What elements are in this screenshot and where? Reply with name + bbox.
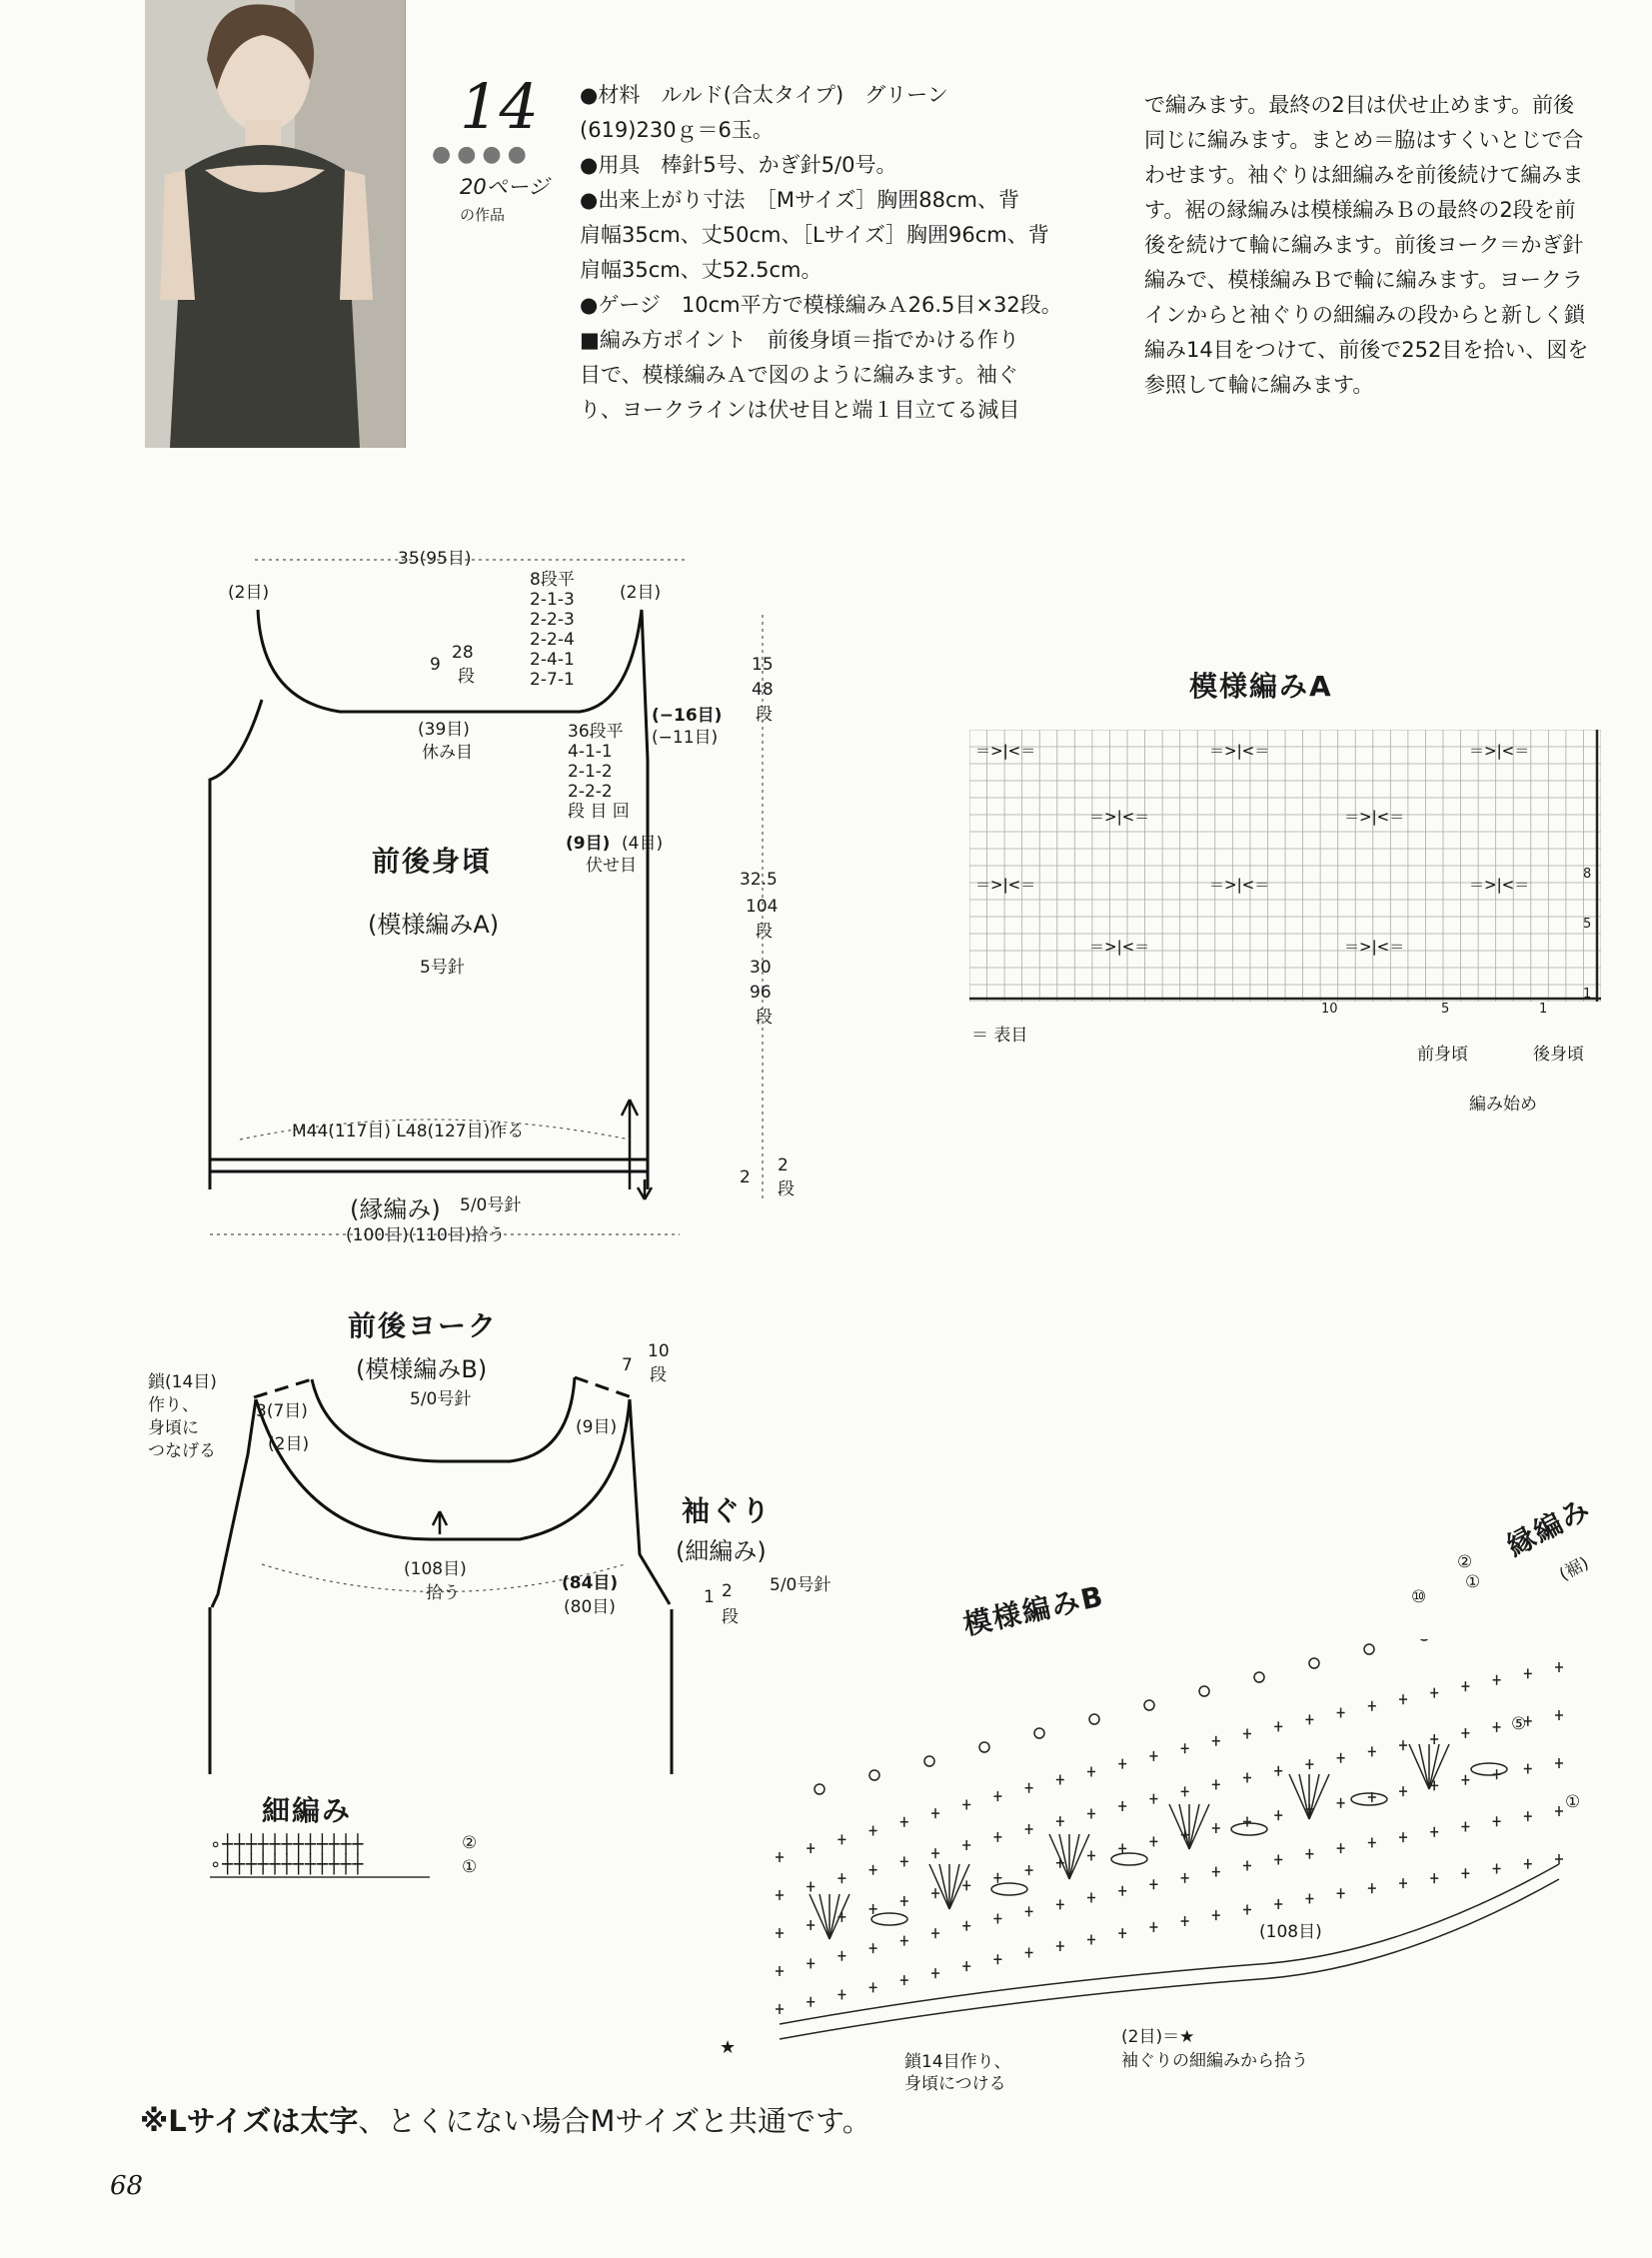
crochet-stitch bbox=[1430, 1688, 1438, 1698]
instruction-line: ●ゲージ 10cm平方で模様編みＡ26.5目×32段。 bbox=[580, 293, 1062, 317]
sc-stitches: ∘┼┼┼┼┼┼┼┼┼┼┼┼ ∘┼┼┼┼┼┼┼┼┼┼┼┼ bbox=[210, 1834, 365, 1875]
yoke-right-rows-b: 10 bbox=[648, 1341, 670, 1361]
page-reference: 20ページ の作品 bbox=[460, 175, 550, 224]
crochet-stitch bbox=[962, 1840, 970, 1850]
yoke-left-a: 3(7目) bbox=[256, 1401, 308, 1421]
neck-rows-a: 9 bbox=[430, 655, 441, 675]
crochet-stitch bbox=[1243, 1860, 1251, 1870]
crochet-stitch bbox=[869, 1770, 879, 1780]
crochet-stitch bbox=[1274, 1899, 1282, 1909]
yoke-pickup-label: 拾う bbox=[426, 1583, 460, 1603]
crochet-stitch bbox=[807, 1997, 815, 2007]
crochet-stitch bbox=[962, 1961, 970, 1971]
crochet-stitch bbox=[1399, 1878, 1407, 1888]
crochet-stitch bbox=[1337, 1798, 1345, 1808]
crochet-stitch bbox=[1555, 1758, 1563, 1768]
chart-b-title: 模様編みB bbox=[960, 1579, 1108, 1642]
chart-a-title: 模様編みA bbox=[1189, 670, 1333, 703]
edge-rows-b: 2 bbox=[778, 1155, 789, 1175]
bind-off-l: (9目) bbox=[566, 834, 611, 854]
crochet-stitch bbox=[1305, 1714, 1313, 1724]
crochet-stitch bbox=[1243, 1816, 1251, 1826]
crochet-stitch bbox=[1169, 1804, 1189, 1849]
right-top-a: 15 bbox=[752, 655, 774, 675]
instruction-line: り、ヨークラインは伏せ目と端１目立てる減目 bbox=[580, 398, 1020, 422]
bind-off-label: 伏せ目 bbox=[586, 856, 637, 876]
edge-needle: 5/0号針 bbox=[460, 1195, 522, 1215]
edge-rows-a: 2 bbox=[740, 1167, 751, 1187]
crochet-stitch bbox=[1429, 1744, 1449, 1789]
crochet-stitch bbox=[929, 1864, 949, 1909]
cable-symbol: ＝>|<＝ bbox=[1089, 938, 1150, 956]
right-mid-b: 104 bbox=[746, 897, 779, 917]
crochet-stitch bbox=[869, 1943, 877, 1953]
instruction-line: ●材料 ルルド(合太タイプ) グリーン bbox=[580, 83, 948, 107]
crochet-stitch bbox=[993, 1791, 1001, 1801]
crochet-stitch bbox=[979, 1742, 989, 1752]
crochet-stitch bbox=[1409, 1744, 1429, 1789]
crochet-stitch bbox=[1056, 1816, 1064, 1826]
arrow-down bbox=[638, 1179, 652, 1199]
top-left-label: (2目) bbox=[228, 583, 270, 603]
crochet-stitch bbox=[993, 1913, 1001, 1923]
front-label: 前身頃 bbox=[1417, 1045, 1468, 1065]
crochet-stitch bbox=[962, 1800, 970, 1810]
crochet-stitch bbox=[807, 1882, 815, 1892]
crochet-stitch bbox=[1368, 1746, 1376, 1756]
crochet-stitch bbox=[776, 1890, 784, 1900]
crochet-stitch bbox=[1181, 1916, 1189, 1926]
edge-label: (縁編み) bbox=[350, 1195, 441, 1223]
crochet-stitch bbox=[869, 1982, 877, 1992]
chart-a-col-1: 1 bbox=[1539, 1002, 1548, 1017]
crochet-stitch bbox=[1243, 1772, 1251, 1782]
body-title: 前後身頃 bbox=[372, 845, 493, 878]
crochet-stitch bbox=[807, 1958, 815, 1968]
cable-symbol: ＝>|<＝ bbox=[975, 876, 1036, 894]
crochet-stitch bbox=[776, 1852, 784, 1862]
crochet-stitch bbox=[1056, 1899, 1064, 1909]
chart-b-count: (108目) bbox=[1259, 1922, 1322, 1942]
crochet-stitch bbox=[780, 1864, 1559, 2024]
crochet-stitch bbox=[1212, 1867, 1220, 1877]
instruction-line: ●用具 棒針5号、かぎ針5/0号。 bbox=[580, 153, 897, 177]
crochet-stitch bbox=[1087, 1934, 1095, 1944]
chart-a-svg bbox=[969, 730, 1601, 1002]
arm-rows-a: 1 bbox=[704, 1587, 715, 1607]
crochet-stitch bbox=[1337, 1843, 1345, 1853]
edge-band bbox=[210, 1159, 648, 1189]
chart-b-row-1b: ① bbox=[1565, 1792, 1581, 1812]
crochet-stitch bbox=[1309, 1774, 1329, 1819]
crochet-stitch bbox=[931, 1968, 939, 1978]
crochet-stitch bbox=[1087, 1892, 1095, 1902]
crochet-stitch bbox=[931, 1888, 939, 1898]
crochet-stitch bbox=[1399, 1740, 1407, 1750]
armhole-count-m: (−11目) bbox=[652, 728, 719, 748]
crochet-stitch bbox=[1524, 1811, 1532, 1821]
chart-b-symbols bbox=[700, 1639, 1599, 2059]
crochet-stitch bbox=[1461, 1681, 1469, 1691]
crochet-stitch bbox=[1149, 1751, 1157, 1761]
crochet-stitch bbox=[1337, 1707, 1345, 1717]
crochet-stitch bbox=[1118, 1928, 1126, 1938]
instruction-line: わせます。袖ぐりは細編みを前後続けて編みま bbox=[1144, 163, 1584, 187]
chart-b-row-2: ② bbox=[1457, 1552, 1473, 1572]
yoke-right-rows-a: 7 bbox=[622, 1355, 633, 1375]
crochet-stitch bbox=[1149, 1794, 1157, 1804]
sc-row-2: ② bbox=[462, 1833, 478, 1853]
crochet-stitch bbox=[1524, 1764, 1532, 1774]
crochet-stitch bbox=[1118, 1886, 1126, 1896]
crochet-stitch bbox=[993, 1954, 1001, 1964]
crochet-stitch bbox=[1299, 1774, 1309, 1819]
crochet-stitch bbox=[1025, 1906, 1033, 1916]
crochet-stitch bbox=[1199, 1686, 1209, 1696]
crochet-stitch bbox=[869, 1865, 877, 1875]
crochet-stitch bbox=[1493, 1863, 1501, 1873]
crochet-stitch bbox=[1087, 1766, 1095, 1776]
crochet-stitch bbox=[871, 1913, 907, 1925]
crochet-stitch bbox=[900, 1817, 908, 1827]
cable-symbol: ＝>|<＝ bbox=[975, 742, 1036, 760]
crochet-stitch bbox=[780, 1879, 1559, 2039]
crochet-stitch bbox=[1025, 1865, 1033, 1875]
crochet-stitch bbox=[1368, 1701, 1376, 1711]
crochet-stitch bbox=[1309, 1658, 1319, 1668]
crochet-stitch bbox=[1118, 1759, 1126, 1769]
edge-b-sub: (裾) bbox=[1556, 1553, 1593, 1585]
instruction-line: 目で、模様編みＡで図のように編みます。袖ぐ bbox=[580, 363, 1018, 387]
chart-a-col-5: 5 bbox=[1441, 1002, 1450, 1017]
crochet-stitch bbox=[776, 1928, 784, 1938]
arm-count-l: (84目) bbox=[562, 1573, 619, 1593]
crochet-stitch bbox=[1555, 1806, 1563, 1816]
instruction-line: (619)230ｇ＝6玉。 bbox=[580, 118, 774, 142]
chart-a bbox=[969, 730, 1601, 1002]
crochet-stitch bbox=[1181, 1743, 1189, 1753]
neck-rows-b: 28 bbox=[452, 643, 474, 663]
arm-rows-c: 段 bbox=[722, 1607, 739, 1627]
instruction-line: 肩幅35cm、丈50cm、［Lサイズ］胸囲96cm、背 bbox=[580, 223, 1049, 247]
cast-on-label: M44(117目) L48(127目)作る bbox=[292, 1122, 525, 1141]
yoke-chain-note: 鎖(14目) 作り、 身頃に つなげる bbox=[148, 1372, 217, 1461]
chart-b-row-1a: ① bbox=[1465, 1572, 1481, 1592]
crochet-stitch bbox=[1089, 1714, 1099, 1724]
cable-symbol: ＝>|<＝ bbox=[1344, 938, 1405, 956]
crochet-stitch bbox=[1524, 1668, 1532, 1678]
crochet-stitch bbox=[1524, 1716, 1532, 1726]
crochet-stitch bbox=[931, 1928, 939, 1938]
right-mid-d: 30 bbox=[750, 958, 772, 978]
crochet-stitch bbox=[1149, 1836, 1157, 1846]
crochet-stitch bbox=[1430, 1827, 1438, 1837]
yoke-subtitle: (模様編みB) bbox=[356, 1355, 488, 1383]
chart-b-star-note-2: 袖ぐりの細編みから拾う bbox=[1121, 2051, 1308, 2071]
crochet-stitch bbox=[1243, 1728, 1251, 1738]
sc-title: 細編み bbox=[262, 1794, 353, 1827]
right-top-c: 段 bbox=[756, 705, 773, 725]
crochet-stitch bbox=[939, 1864, 949, 1909]
crochet-stitch bbox=[1461, 1868, 1469, 1878]
yoke-right-a: (9目) bbox=[576, 1417, 618, 1437]
difficulty-dots: ●●●● bbox=[432, 142, 533, 167]
crochet-stitch bbox=[820, 1894, 829, 1939]
instruction-line: で編みます。最終の2目は伏せ止めます。前後 bbox=[1144, 93, 1574, 117]
instruction-line: 参照して輪に編みます。 bbox=[1144, 373, 1374, 397]
crochet-stitch bbox=[1118, 1843, 1126, 1853]
crochet-stitch bbox=[1289, 1774, 1309, 1819]
right-mid-e: 96 bbox=[750, 983, 772, 1003]
crochet-stitch bbox=[1368, 1883, 1376, 1893]
instruction-line: 同じに編みます。まとめ＝脇はすくいとじで合 bbox=[1144, 128, 1584, 152]
crochet-stitch bbox=[1118, 1801, 1126, 1811]
cable-symbol: ＝>|<＝ bbox=[1089, 808, 1150, 826]
yoke-title: 前後ヨーク bbox=[348, 1309, 499, 1342]
start-label: 編み始め bbox=[1469, 1095, 1537, 1115]
star-icon: ★ bbox=[720, 2037, 737, 2058]
crochet-stitch bbox=[1149, 1879, 1157, 1889]
crochet-stitch bbox=[1181, 1873, 1189, 1883]
crochet-stitch bbox=[837, 1834, 845, 1844]
body-subtitle: (模様編みA) bbox=[368, 911, 500, 939]
yoke-right-rows-c: 段 bbox=[650, 1365, 667, 1385]
crochet-stitch bbox=[1430, 1734, 1438, 1744]
crochet-stitch bbox=[924, 1756, 934, 1766]
crochet-stitch bbox=[1056, 1941, 1064, 1951]
neck-decrease-table: 8段平 2-1-3 2-2-3 2-2-4 2-4-1 2-7-1 bbox=[530, 570, 575, 690]
crochet-stitch bbox=[1524, 1859, 1532, 1869]
crochet-stitch bbox=[900, 1936, 908, 1946]
pattern-number: 14 bbox=[460, 70, 539, 143]
crochet-stitch bbox=[1025, 1948, 1033, 1958]
crochet-stitch bbox=[1305, 1894, 1313, 1904]
crochet-stitch bbox=[1274, 1810, 1282, 1820]
crochet-stitch bbox=[1149, 1922, 1157, 1932]
arrow-up bbox=[433, 1511, 447, 1534]
armhole-needle: 5/0号針 bbox=[770, 1575, 831, 1595]
neck-rest-count: (39目) bbox=[418, 720, 470, 740]
crochet-stitch bbox=[1305, 1849, 1313, 1859]
crochet-stitch bbox=[1212, 1736, 1220, 1746]
crochet-stitch bbox=[1049, 1834, 1069, 1879]
crochet-stitch bbox=[1461, 1822, 1469, 1832]
crochet-stitch bbox=[837, 1873, 845, 1883]
edge-b-title: 縁編み bbox=[1501, 1491, 1597, 1563]
chart-a-legend: ＝ 表目 bbox=[971, 1026, 1028, 1046]
chart-a-row-1: 1 bbox=[1583, 987, 1592, 1002]
crochet-stitch bbox=[993, 1873, 1001, 1883]
crochet-stitch bbox=[1243, 1904, 1251, 1914]
crochet-stitch bbox=[1056, 1775, 1064, 1785]
neck-rest-label: 休み目 bbox=[422, 743, 473, 763]
crochet-stitch bbox=[837, 1990, 845, 2000]
crochet-stitch bbox=[869, 1904, 877, 1914]
crochet-stitch bbox=[1555, 1710, 1563, 1720]
crochet-stitch bbox=[1461, 1775, 1469, 1785]
crochet-stitch bbox=[1351, 1793, 1387, 1805]
chart-b-chain-note: 鎖14目作り、 身頃につける bbox=[904, 2052, 1011, 2094]
yoke-pickup: (108目) bbox=[404, 1559, 467, 1579]
crochet-stitch bbox=[1087, 1850, 1095, 1860]
crochet-stitch bbox=[991, 1883, 1027, 1895]
crochet-stitch bbox=[829, 1894, 849, 1939]
chart-a-col-10: 10 bbox=[1321, 1002, 1338, 1017]
crochet-stitch bbox=[1399, 1832, 1407, 1842]
cable-symbol: ＝>|<＝ bbox=[1469, 876, 1530, 894]
chain-left bbox=[254, 1379, 312, 1397]
crochet-stitch bbox=[1069, 1834, 1089, 1879]
crochet-stitch bbox=[1254, 1672, 1264, 1682]
crochet-stitch bbox=[900, 1896, 908, 1906]
crochet-stitch bbox=[1274, 1721, 1282, 1731]
crochet-stitch bbox=[1419, 1639, 1429, 1640]
arm-count-m: (80目) bbox=[564, 1597, 616, 1617]
crochet-stitch bbox=[1493, 1675, 1501, 1685]
crochet-stitch bbox=[931, 1848, 939, 1858]
bind-off-m: (4目) bbox=[622, 834, 664, 854]
crochet-stitch bbox=[1555, 1662, 1563, 1672]
instruction-line: インからと袖ぐりの細編みの段からと新しく鎖 bbox=[1144, 303, 1585, 327]
crochet-stitch bbox=[815, 1784, 825, 1794]
pickup-label: (100目)(110目)拾う bbox=[346, 1225, 506, 1245]
crochet-stitch bbox=[1305, 1759, 1313, 1769]
crochet-stitch bbox=[1274, 1766, 1282, 1776]
size-note: ※Lサイズは太字、とくにない場合Mサイズと共通です。 bbox=[140, 2104, 871, 2138]
crochet-stitch bbox=[1179, 1804, 1189, 1849]
cable-symbol: ＝>|<＝ bbox=[1209, 876, 1270, 894]
chart-b-star-note: (2目)＝★ bbox=[1121, 2027, 1195, 2047]
sc-row-1: ① bbox=[462, 1857, 478, 1877]
crochet-stitch bbox=[1337, 1753, 1345, 1763]
edge-rows-c: 段 bbox=[778, 1179, 795, 1199]
crochet-stitch bbox=[1025, 1824, 1033, 1834]
crochet-stitch bbox=[776, 2004, 784, 2014]
crochet-stitch bbox=[1430, 1873, 1438, 1883]
crochet-stitch bbox=[962, 1880, 970, 1890]
instruction-line: 編みで、模様編みＢで輪に編みます。ヨークラ bbox=[1144, 268, 1583, 292]
crochet-stitch bbox=[1212, 1910, 1220, 1920]
crochet-stitch bbox=[1471, 1763, 1507, 1775]
arm-rows-b: 2 bbox=[722, 1581, 733, 1601]
yoke-left-b: (2目) bbox=[268, 1434, 310, 1454]
right-top-b: 48 bbox=[752, 680, 774, 700]
chain-right bbox=[575, 1377, 632, 1397]
crochet-stitch bbox=[1399, 1786, 1407, 1796]
crochet-stitch bbox=[1364, 1644, 1374, 1654]
crochet-stitch bbox=[1231, 1823, 1267, 1835]
right-mid-f: 段 bbox=[756, 1008, 773, 1028]
crochet-stitch bbox=[900, 1856, 908, 1866]
instruction-line: ■編み方ポイント 前後身頃＝指でかける作り bbox=[580, 328, 1019, 352]
crochet-stitch bbox=[993, 1832, 1001, 1842]
arrow-up bbox=[622, 1100, 638, 1189]
crochet-stitch bbox=[1212, 1779, 1220, 1789]
right-mid-c: 段 bbox=[756, 922, 773, 942]
crochet-stitch bbox=[1419, 1744, 1429, 1789]
chart-b-row-5: ⑤ bbox=[1511, 1714, 1527, 1734]
body-outline bbox=[210, 610, 648, 1159]
crochet-stitch bbox=[1087, 1808, 1095, 1818]
chart-a-row-8: 8 bbox=[1583, 867, 1592, 882]
crochet-stitch bbox=[1461, 1728, 1469, 1738]
crochet-stitch bbox=[1493, 1816, 1501, 1826]
neck-rows-c: 段 bbox=[458, 667, 475, 687]
crochet-stitch bbox=[810, 1894, 829, 1939]
crochet-stitch bbox=[1069, 1834, 1079, 1879]
crochet-stitch bbox=[1274, 1855, 1282, 1865]
instruction-line: ●出来上がり寸法 ［Mサイズ］胸囲88cm、背 bbox=[580, 188, 1019, 212]
instruction-line: 後を続けて輪に編みます。前後ヨーク＝かぎ針 bbox=[1144, 233, 1584, 257]
body-needle: 5号針 bbox=[420, 958, 465, 978]
crochet-stitch bbox=[1493, 1722, 1501, 1732]
crochet-stitch bbox=[1181, 1786, 1189, 1796]
crochet-stitch bbox=[776, 1966, 784, 1976]
armhole-title: 袖ぐり bbox=[682, 1494, 773, 1527]
top-width-label: 35(95目) bbox=[398, 549, 472, 569]
back-label: 後身頃 bbox=[1533, 1045, 1584, 1065]
yoke-needle: 5/0号針 bbox=[410, 1389, 472, 1409]
crochet-stitch bbox=[1025, 1783, 1033, 1793]
crochet-stitch bbox=[1309, 1774, 1319, 1819]
crochet-stitch bbox=[931, 1808, 939, 1818]
instruction-line: 肩幅35cm、丈52.5cm。 bbox=[580, 258, 823, 282]
crochet-stitch bbox=[900, 1975, 908, 1985]
top-right-label: (2目) bbox=[620, 583, 662, 603]
crochet-stitch bbox=[1399, 1694, 1407, 1704]
instruction-line: 編み14目をつけて、前後で252目を拾い、図を bbox=[1144, 338, 1589, 362]
crochet-stitch bbox=[1337, 1888, 1345, 1898]
crochet-stitch bbox=[1059, 1834, 1069, 1879]
cable-symbol: ＝>|<＝ bbox=[1209, 742, 1270, 760]
crochet-stitch bbox=[1111, 1853, 1147, 1865]
crochet-stitch bbox=[1144, 1700, 1154, 1710]
instruction-line: す。裾の縁編みは模様編みＢの最終の2段を前 bbox=[1144, 198, 1576, 222]
crochet-stitch bbox=[807, 1843, 815, 1853]
crochet-stitch bbox=[1555, 1854, 1563, 1864]
crochet-stitch bbox=[807, 1920, 815, 1930]
page-number: 68 bbox=[110, 2171, 144, 2201]
crochet-stitch bbox=[869, 1826, 877, 1836]
chart-a-row-5: 5 bbox=[1583, 917, 1592, 932]
crochet-stitch bbox=[1212, 1823, 1220, 1833]
crochet-stitch bbox=[1034, 1728, 1044, 1738]
armhole-count-l: (−16目) bbox=[652, 706, 723, 726]
cable-symbol: ＝>|<＝ bbox=[1344, 808, 1405, 826]
crochet-stitch bbox=[837, 1951, 845, 1961]
armhole-decrease-table: 36段平 4-1-1 2-1-2 2-2-2 段 目 回 bbox=[568, 722, 630, 822]
crochet-stitch bbox=[1189, 1804, 1199, 1849]
crochet-stitch bbox=[1368, 1838, 1376, 1848]
crochet-stitch bbox=[1189, 1804, 1209, 1849]
right-mid-a: 32.5 bbox=[740, 870, 778, 890]
crochet-stitch bbox=[949, 1864, 959, 1909]
cable-symbol: ＝>|<＝ bbox=[1469, 742, 1530, 760]
crochet-stitch bbox=[962, 1921, 970, 1931]
chart-b-row-10: ⑩ bbox=[1411, 1587, 1427, 1607]
armhole-subtitle: (細編み) bbox=[676, 1537, 767, 1565]
